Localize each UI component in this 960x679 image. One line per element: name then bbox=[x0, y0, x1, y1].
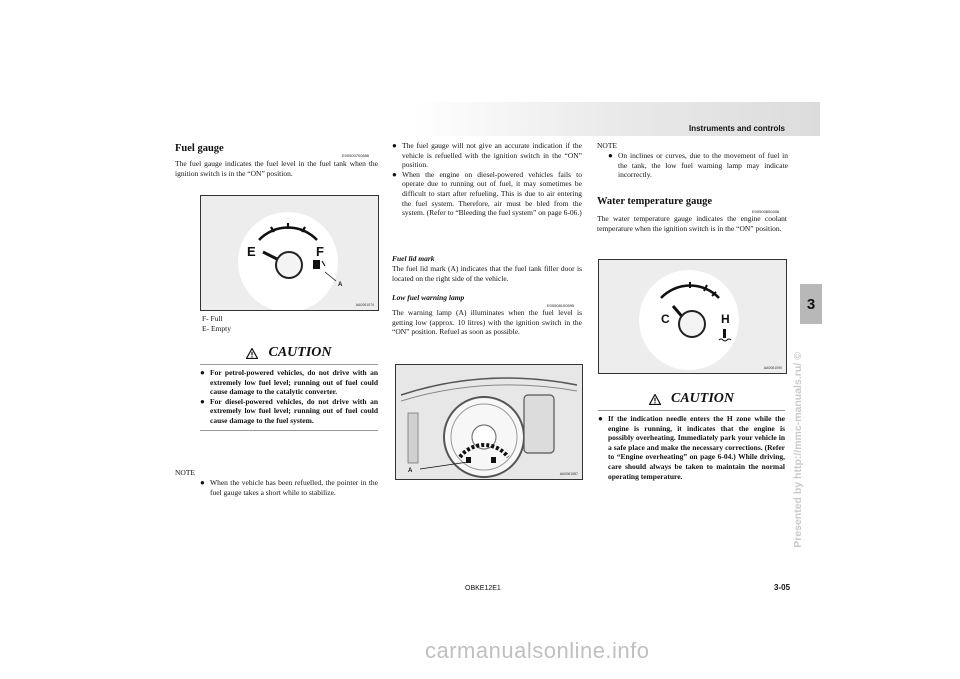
caution-box-fuel bbox=[200, 345, 378, 431]
fuel-gauge-figure bbox=[200, 195, 379, 311]
caution-item: ● If the indication needle enters the H zone while the engine is running, it indicates that the engine is possibly overheating. Immediately park your vehicle in a safe place and make the necessary corrections. (Refer to “Engine overheating” on page 6-04.) While driving, care should always be taken to maintain the normal operating temperature. bbox=[598, 414, 785, 481]
gauge-hub bbox=[679, 311, 705, 337]
fuel-gauge-illustration bbox=[201, 196, 378, 310]
bullet-icon: ● bbox=[200, 368, 205, 377]
fuel-gauge-heading: Fuel gauge bbox=[175, 143, 224, 154]
list-item: ● The fuel gauge will not give an accurate indication if the vehicle is refuelled with the ignition switch in the “ON” position. bbox=[392, 141, 582, 170]
water-temp-heading: Water temperature gauge bbox=[597, 196, 713, 207]
callout-a: A bbox=[408, 468, 413, 474]
caution-rule bbox=[598, 410, 785, 411]
note-list bbox=[608, 151, 788, 180]
caution-heading bbox=[200, 345, 378, 361]
bullet-icon: ● bbox=[200, 478, 205, 487]
bullet-icon: ● bbox=[598, 414, 603, 423]
empty-mark: E bbox=[247, 244, 256, 259]
side-watermark-text: Presented by http://mmc-manuals.ru/ © bbox=[792, 352, 804, 548]
full-mark: F bbox=[316, 244, 324, 259]
caution-title: CAUTION bbox=[670, 391, 734, 406]
cluster-hood bbox=[401, 378, 577, 395]
fuel-pump-icon bbox=[313, 260, 320, 269]
cluster-figure bbox=[395, 364, 583, 480]
fuel-lid-text: The fuel lid mark (A) indicates that the fuel tank filler door is located on the right side of the vehicle. bbox=[392, 264, 582, 283]
water-temp-code: E00500800408 bbox=[752, 209, 780, 214]
page-number: 3-05 bbox=[774, 583, 791, 592]
fuel-lid-icon bbox=[491, 457, 496, 463]
left-gauge-strip bbox=[408, 413, 418, 463]
fuel-gauge-code: E00500700856 bbox=[342, 153, 370, 158]
gauge-hub bbox=[276, 252, 302, 278]
caution-rule bbox=[200, 364, 378, 365]
bullet-icon: ● bbox=[200, 396, 205, 406]
caution-item: ● For diesel-powered vehicles, do not drive with an extremely low fuel level; running out of fuel could cause damage to the fuel system. bbox=[200, 396, 378, 425]
list-item: ● When the engine on diesel-powered vehicles fails to operate due to running out of fuel, it may sometimes be difficult to start after refueling. This is due to air entering the fuel system. Therefore, air must be bled from the system. (Refer to “Bleeding the fuel system” on page 6-06.) bbox=[392, 169, 582, 218]
bullet-icon: ● bbox=[392, 169, 397, 179]
cold-mark: C bbox=[661, 312, 670, 326]
warning-triangle-icon bbox=[649, 394, 661, 405]
figure-code: AA0061090 bbox=[763, 366, 782, 370]
low-fuel-code: E00508100595 bbox=[547, 303, 575, 308]
chapter-tab bbox=[800, 284, 822, 324]
figure-code: AA0061087 bbox=[559, 472, 578, 476]
note-item: ● When the vehicle has been refuelled, the pointer in the fuel gauge takes a short while to stabilize. bbox=[200, 478, 378, 497]
info-display bbox=[524, 395, 554, 453]
footer-doc-code: OBKE12E1 bbox=[465, 585, 501, 592]
low-fuel-heading: Low fuel warning lamp bbox=[392, 293, 465, 302]
note-item: ● On inclines or curves, due to the movement of fuel in the tank, the low fuel warning lamp may indicate incorrectly. bbox=[608, 151, 788, 180]
chapter-number: 3 bbox=[806, 295, 816, 313]
bullet-icon: ● bbox=[608, 151, 613, 160]
legend-empty: E- Empty bbox=[202, 324, 231, 333]
figure-code: AA0061074 bbox=[355, 303, 374, 307]
water-temp-figure bbox=[598, 259, 787, 374]
caution-box-temp bbox=[598, 391, 785, 481]
caution-title: CAUTION bbox=[268, 345, 332, 360]
water-temp-text: The water temperature gauge indicates the engine coolant temperature when the ignition switch is in the “ON” position. bbox=[597, 214, 787, 233]
water-temp-gauge-illustration bbox=[599, 260, 786, 373]
note-label: NOTE bbox=[175, 468, 195, 477]
caution-item: ● For petrol-powered vehicles, do not drive with an extremely low fuel level; running out of fuel could cause damage to the catalytic converter. bbox=[200, 368, 378, 397]
fuel-gauge-intro: The fuel gauge indicates the fuel level in the fuel tank when the ignition switch is in the “ON” position. bbox=[175, 159, 378, 178]
side-watermark bbox=[792, 330, 804, 570]
caution-rule bbox=[200, 430, 378, 431]
bottom-watermark: carmanualsonline.info bbox=[425, 638, 650, 663]
note-list bbox=[200, 478, 378, 497]
thermometer-icon bbox=[723, 329, 726, 338]
section-header-title: Instruments and controls bbox=[688, 124, 785, 133]
note-label: NOTE bbox=[597, 141, 617, 150]
hot-mark: H bbox=[721, 312, 730, 326]
middle-bullets bbox=[392, 141, 582, 218]
callout-a: A bbox=[338, 282, 343, 288]
instrument-cluster-illustration bbox=[396, 365, 582, 479]
legend-full: F- Full bbox=[202, 314, 223, 323]
caution-heading bbox=[598, 391, 785, 407]
fuel-lid-heading: Fuel lid mark bbox=[392, 254, 435, 263]
bullet-icon: ● bbox=[392, 141, 397, 150]
warning-triangle-icon bbox=[246, 348, 258, 359]
low-fuel-text: The warning lamp (A) illuminates when the fuel level is getting low (approx. 10 litres) with the ignition switch in the “ON” position. Refuel as soon as possible. bbox=[392, 308, 582, 337]
